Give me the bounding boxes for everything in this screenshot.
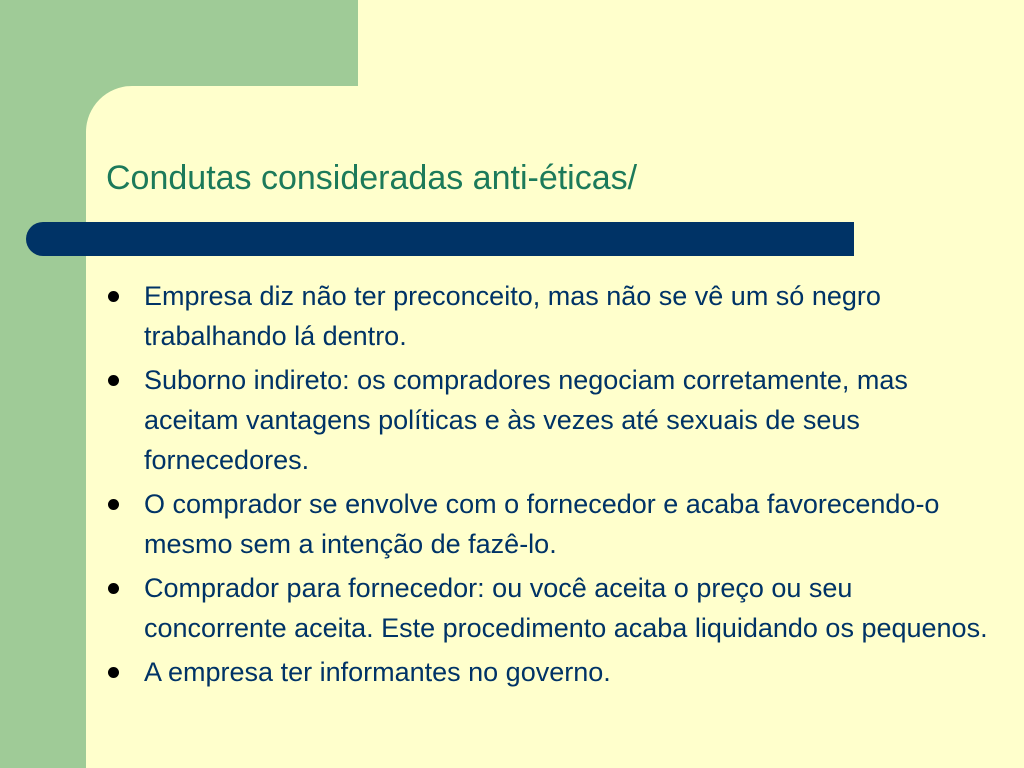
bullet-dot-icon xyxy=(108,291,119,302)
bullet-list xyxy=(108,276,998,696)
list-item xyxy=(108,360,998,480)
list-item xyxy=(108,568,998,648)
bullet-text: O comprador se envolve com o fornecedor e acaba favorecendo-o mesmo sem a intenção de fazê-lo. xyxy=(144,489,940,559)
bullet-text: Suborno indireto: os compradores negociam corretamente, mas aceitam vantagens políticas e às vezes até sexuais de seus fornecedores. xyxy=(144,365,908,475)
bullet-text: Comprador para fornecedor: ou você aceita o preço ou seu concorrente aceita. Este procedimento acaba liquidando os pequenos. xyxy=(144,573,988,643)
list-item xyxy=(108,276,998,356)
bullet-dot-icon xyxy=(108,375,119,386)
list-item xyxy=(108,652,998,692)
title-underline-bar xyxy=(26,222,854,256)
list-item xyxy=(108,484,998,564)
bullet-text: Empresa diz não ter preconceito, mas não se vê um só negro trabalhando lá dentro. xyxy=(144,281,881,351)
content-panel-top xyxy=(358,0,1024,90)
bullet-text: A empresa ter informantes no governo. xyxy=(144,657,611,687)
slide-title: Condutas consideradas anti-éticas/ xyxy=(106,159,638,197)
bullet-dot-icon xyxy=(108,583,119,594)
bullet-dot-icon xyxy=(108,499,119,510)
bullet-dot-icon xyxy=(108,667,119,678)
